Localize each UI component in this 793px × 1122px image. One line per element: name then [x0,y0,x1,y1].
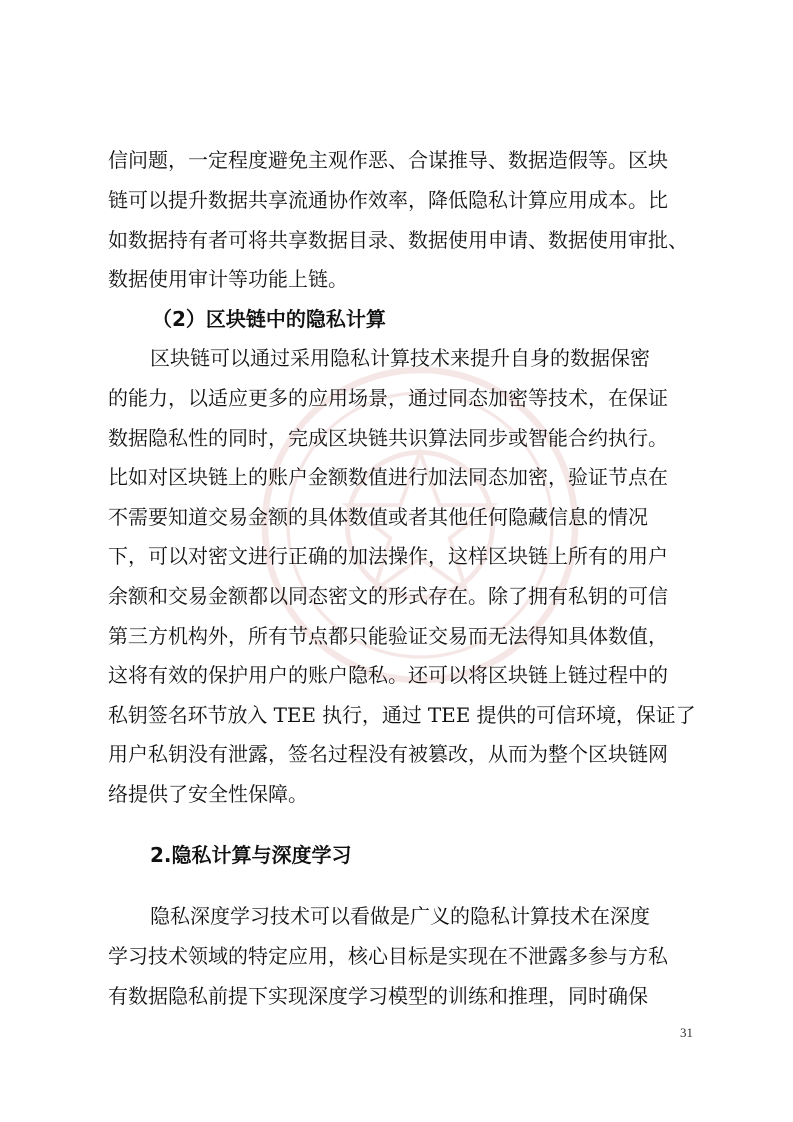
paragraph-line: 比如对区块链上的账户金额数值进行加法同态加密，验证节点在 [108,465,668,489]
paragraph-line: 学习技术领域的特定应用，核心目标是实现在不泄露多参与方私 [108,944,668,968]
paragraph-line: 这将有效的保护用户的账户隐私。还可以将区块链上链过程中的 [108,663,668,687]
paragraph-line: 的能力，以适应更多的应用场景，通过同态加密等技术，在保证 [108,386,668,410]
paragraph-line: 用户私钥没有泄露，签名过程没有被篡改，从而为整个区块链网 [108,742,668,766]
section-heading: 2.隐私计算与深度学习 [150,843,352,867]
paragraph-line: 下，可以对密文进行正确的加法操作，这样区块链上所有的用户 [108,544,668,568]
paragraph-line: 有数据隐私前提下实现深度学习模型的训练和推理，同时确保 [108,984,648,1008]
paragraph-line: 络提供了安全性保障。 [108,782,308,806]
paragraph-line: 不需要知道交易金额的具体数值或者其他任何隐藏信息的情况 [108,505,648,529]
paragraph-line: 数据使用审计等功能上链。 [108,267,348,291]
paragraph-line: 余额和交易金额都以同态密文的形式存在。除了拥有私钥的可信 [108,584,668,608]
paragraph-line: 如数据持有者可将共享数据目录、数据使用申请、数据使用审批、 [108,228,688,252]
section-heading: （2）区块链中的隐私计算 [152,307,386,331]
paragraph-line: 信问题，一定程度避免主观作恶、合谋推导、数据造假等。区块 [108,148,668,172]
paragraph-line: 链可以提升数据共享流通协作效率，降低隐私计算应用成本。比 [108,188,668,212]
page-number: 31 [680,1025,693,1040]
paragraph-line: 私钥签名环节放入 TEE 执行，通过 TEE 提供的可信环境，保证了 [108,703,696,727]
paragraph-line: 第三方机构外，所有节点都只能验证交易而无法得知具体数值， [108,624,668,648]
paragraph-line: 数据隐私性的同时，完成区块链共识算法同步或智能合约执行。 [108,426,668,450]
paragraph-line: 隐私深度学习技术可以看做是广义的隐私计算技术在深度 [150,904,650,928]
paragraph-line: 区块链可以通过采用隐私计算技术来提升自身的数据保密 [150,346,650,370]
